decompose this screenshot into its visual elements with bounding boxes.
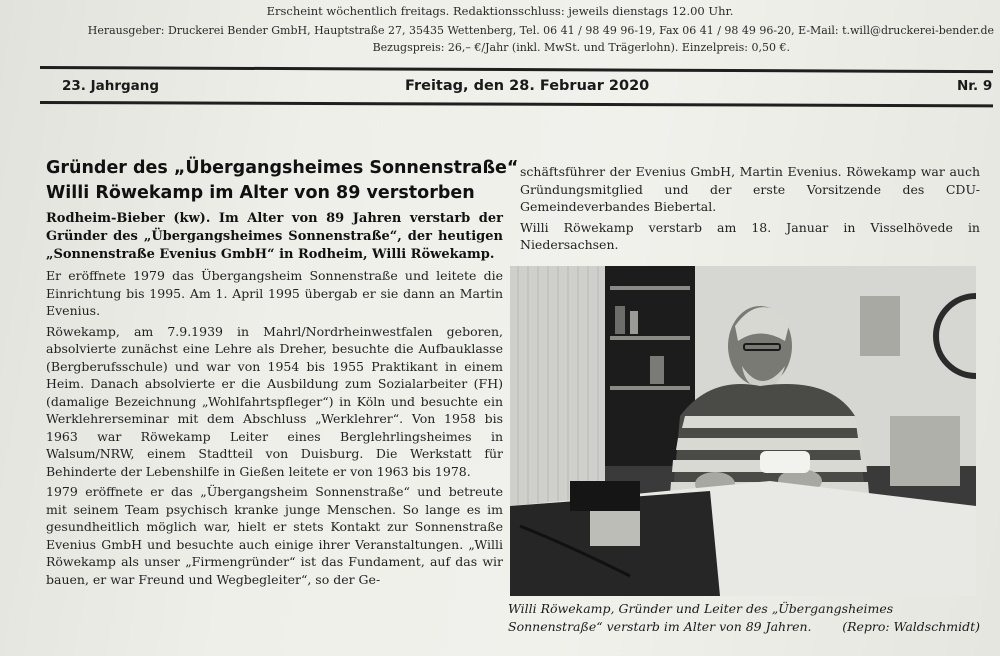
masthead-publication-info: Erscheint wöchentlich freitags. Redaktionsschluss: jeweils dienstags 12.00 Uhr.	[266, 4, 734, 18]
masthead-publisher: Herausgeber: Druckerei Bender GmbH, Hauptstraße 27, 35435 Wettenberg, Tel. 06 41 / 98 49 96-19, Fax 06 41 / 98 49 96-20, E-Mail: t.will@druckerei-bender.de	[87, 24, 994, 37]
masthead-price: Bezugspreis: 26,– €/Jahr (inkl. MwSt. und Trägerlohn). Einzelpreis: 0,50 €.	[372, 41, 790, 54]
article-paragraph-5: Willi Röwekamp verstarb am 18. Januar in Visselhövede in Niedersachsen.	[520, 219, 980, 252]
photo-credit: (Repro: Waldschmidt)	[842, 619, 980, 634]
bottom-rule	[40, 101, 993, 107]
article-paragraph-4: schäftsführer der Evenius GmbH, Martin Evenius. Röwekamp war auch Gründungsmitglied und der erste Vorsitzende des CDU-Gemeindeverbandes Biebertal.	[520, 164, 980, 214]
top-rule	[40, 66, 993, 73]
headline-line-2: Willi Röwekamp im Alter von 89 verstorben	[46, 183, 475, 203]
issue-date: Freitag, den 28. Februar 2020	[405, 78, 650, 94]
article-right-column	[520, 160, 980, 254]
article-left-column	[46, 156, 519, 588]
article-lead: Rodheim-Bieber (kw). Im Alter von 89 Jahren verstarb der Gründer des „Übergangsheimes Sonnenstraße“, der heutigen „Sonnenstraße Evenius GmbH“ in Rodheim, Willi Röwekamp.	[46, 211, 503, 262]
article-paragraph-3: 1979 eröffnete er das „Übergangsheim Sonnenstraße“ und betreute mit seinem Team psychisch kranke junge Menschen. So lange es im gesundheitlich möglich war, hielt er stets Kontakt zur Sonnenstraße Evenius GmbH und besuchte auch einige ihrer Veranstaltungen. „Willi Röwekamp als unser „Firmengründer“ ist das Fundament, auf das wir bauen, er war Freund und Wegbegleiter“, so der Ge-	[46, 484, 503, 587]
caption-text: Willi Röwekamp, Gründer und Leiter des „Übergangsheimes Sonnenstraße“ verstarb im Alter von 89 Jahren.	[508, 601, 894, 634]
issue-number: Nr. 9	[957, 78, 993, 94]
volume-label: 23. Jahrgang	[62, 78, 160, 94]
headline-line-1: Gründer des „Übergangsheimes Sonnenstraße“	[46, 158, 519, 178]
photo-caption	[508, 600, 980, 636]
article-photo	[510, 266, 976, 596]
article-paragraph-2: Röwekamp, am 7.9.1939 in Mahrl/Nordrheinwestfalen geboren, absolvierte zunächst eine Lehre als Dreher, besuchte die Aufbauklasse (Bergberufsschule) und war von 1954 bis 1955 Praktikant in einem Heim. Danach absolvierte er die Ausbildung zum Sozialarbeiter (FH) (damalige Bezeichnung „Wohlfahrtspfleger“) in Köln und besuchte ein Werklehrerseminar mit dem Abschluss „Werklehrer“. Von 1958 bis 1963 war Röwekamp Leiter eines Berglehrlingsheimes in Walsum/NRW, einem Stadtteil von Duisburg. Die Werkstatt für Behinderte der Lebenshilfe in Gießen leitete er von 1963 bis 1978.	[46, 323, 503, 479]
article-paragraph-1: Er eröffnete 1979 das Übergangsheim Sonnenstraße und leitete die Einrichtung bis 1995. Am 1. April 1995 übergab er sie dann an Martin Evenius.	[46, 268, 503, 318]
